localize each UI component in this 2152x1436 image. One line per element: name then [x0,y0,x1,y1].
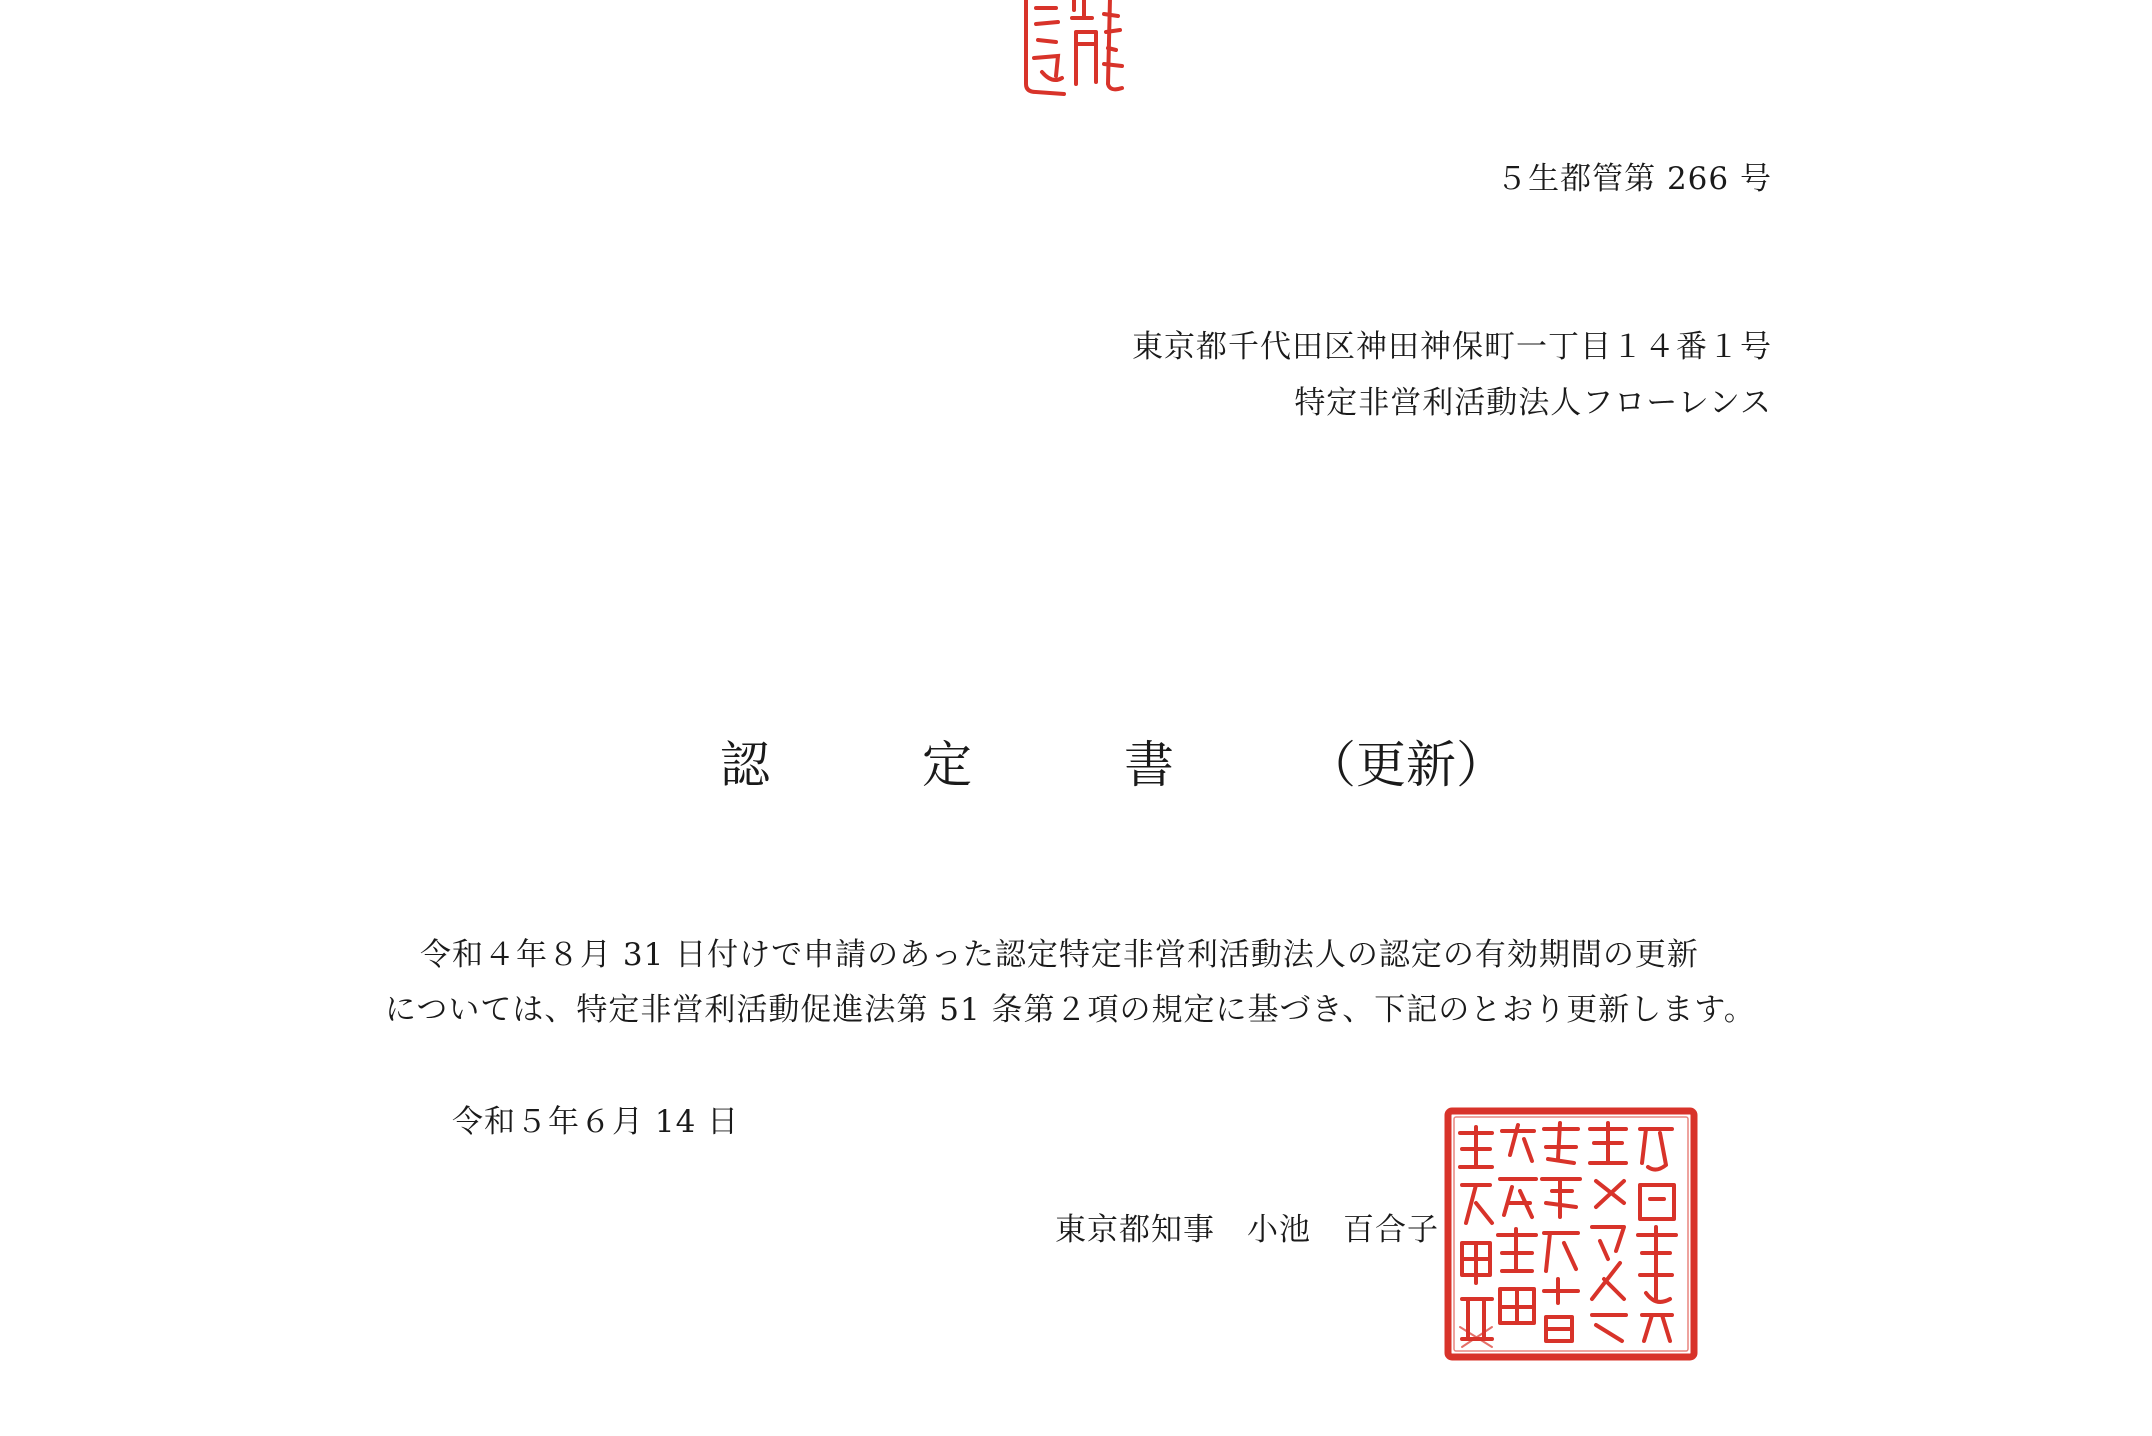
official-seal-icon [1440,1103,1702,1365]
title-char-1: 認 [720,736,770,794]
title-char-2: 定 [922,736,972,794]
document-number: ５生都管第 266 号 [1496,161,1772,197]
document-title [720,736,1506,794]
body-line-2: については、特定非営利活動促進法第 51 条第２項の規定に基づき、下記のとおり更新します。 [385,992,1756,1028]
title-char-3: 書 [1124,736,1174,794]
recipient-address: 東京都千代田区神田神保町一丁目１４番１号 [1132,329,1772,365]
title-suffix: （更新） [1306,736,1506,794]
top-seal-stamp-icon [1012,0,1130,104]
issue-date: 令和５年６月 14 日 [452,1104,740,1140]
signer-name: 東京都知事 小池 百合子 [1055,1212,1439,1248]
body-line-1: 令和４年８月 31 日付けで申請のあった認定特定非営利活動法人の認定の有効期間の更新 [420,937,1699,973]
recipient-organization: 特定非営利活動法人フローレンス [1294,385,1772,421]
